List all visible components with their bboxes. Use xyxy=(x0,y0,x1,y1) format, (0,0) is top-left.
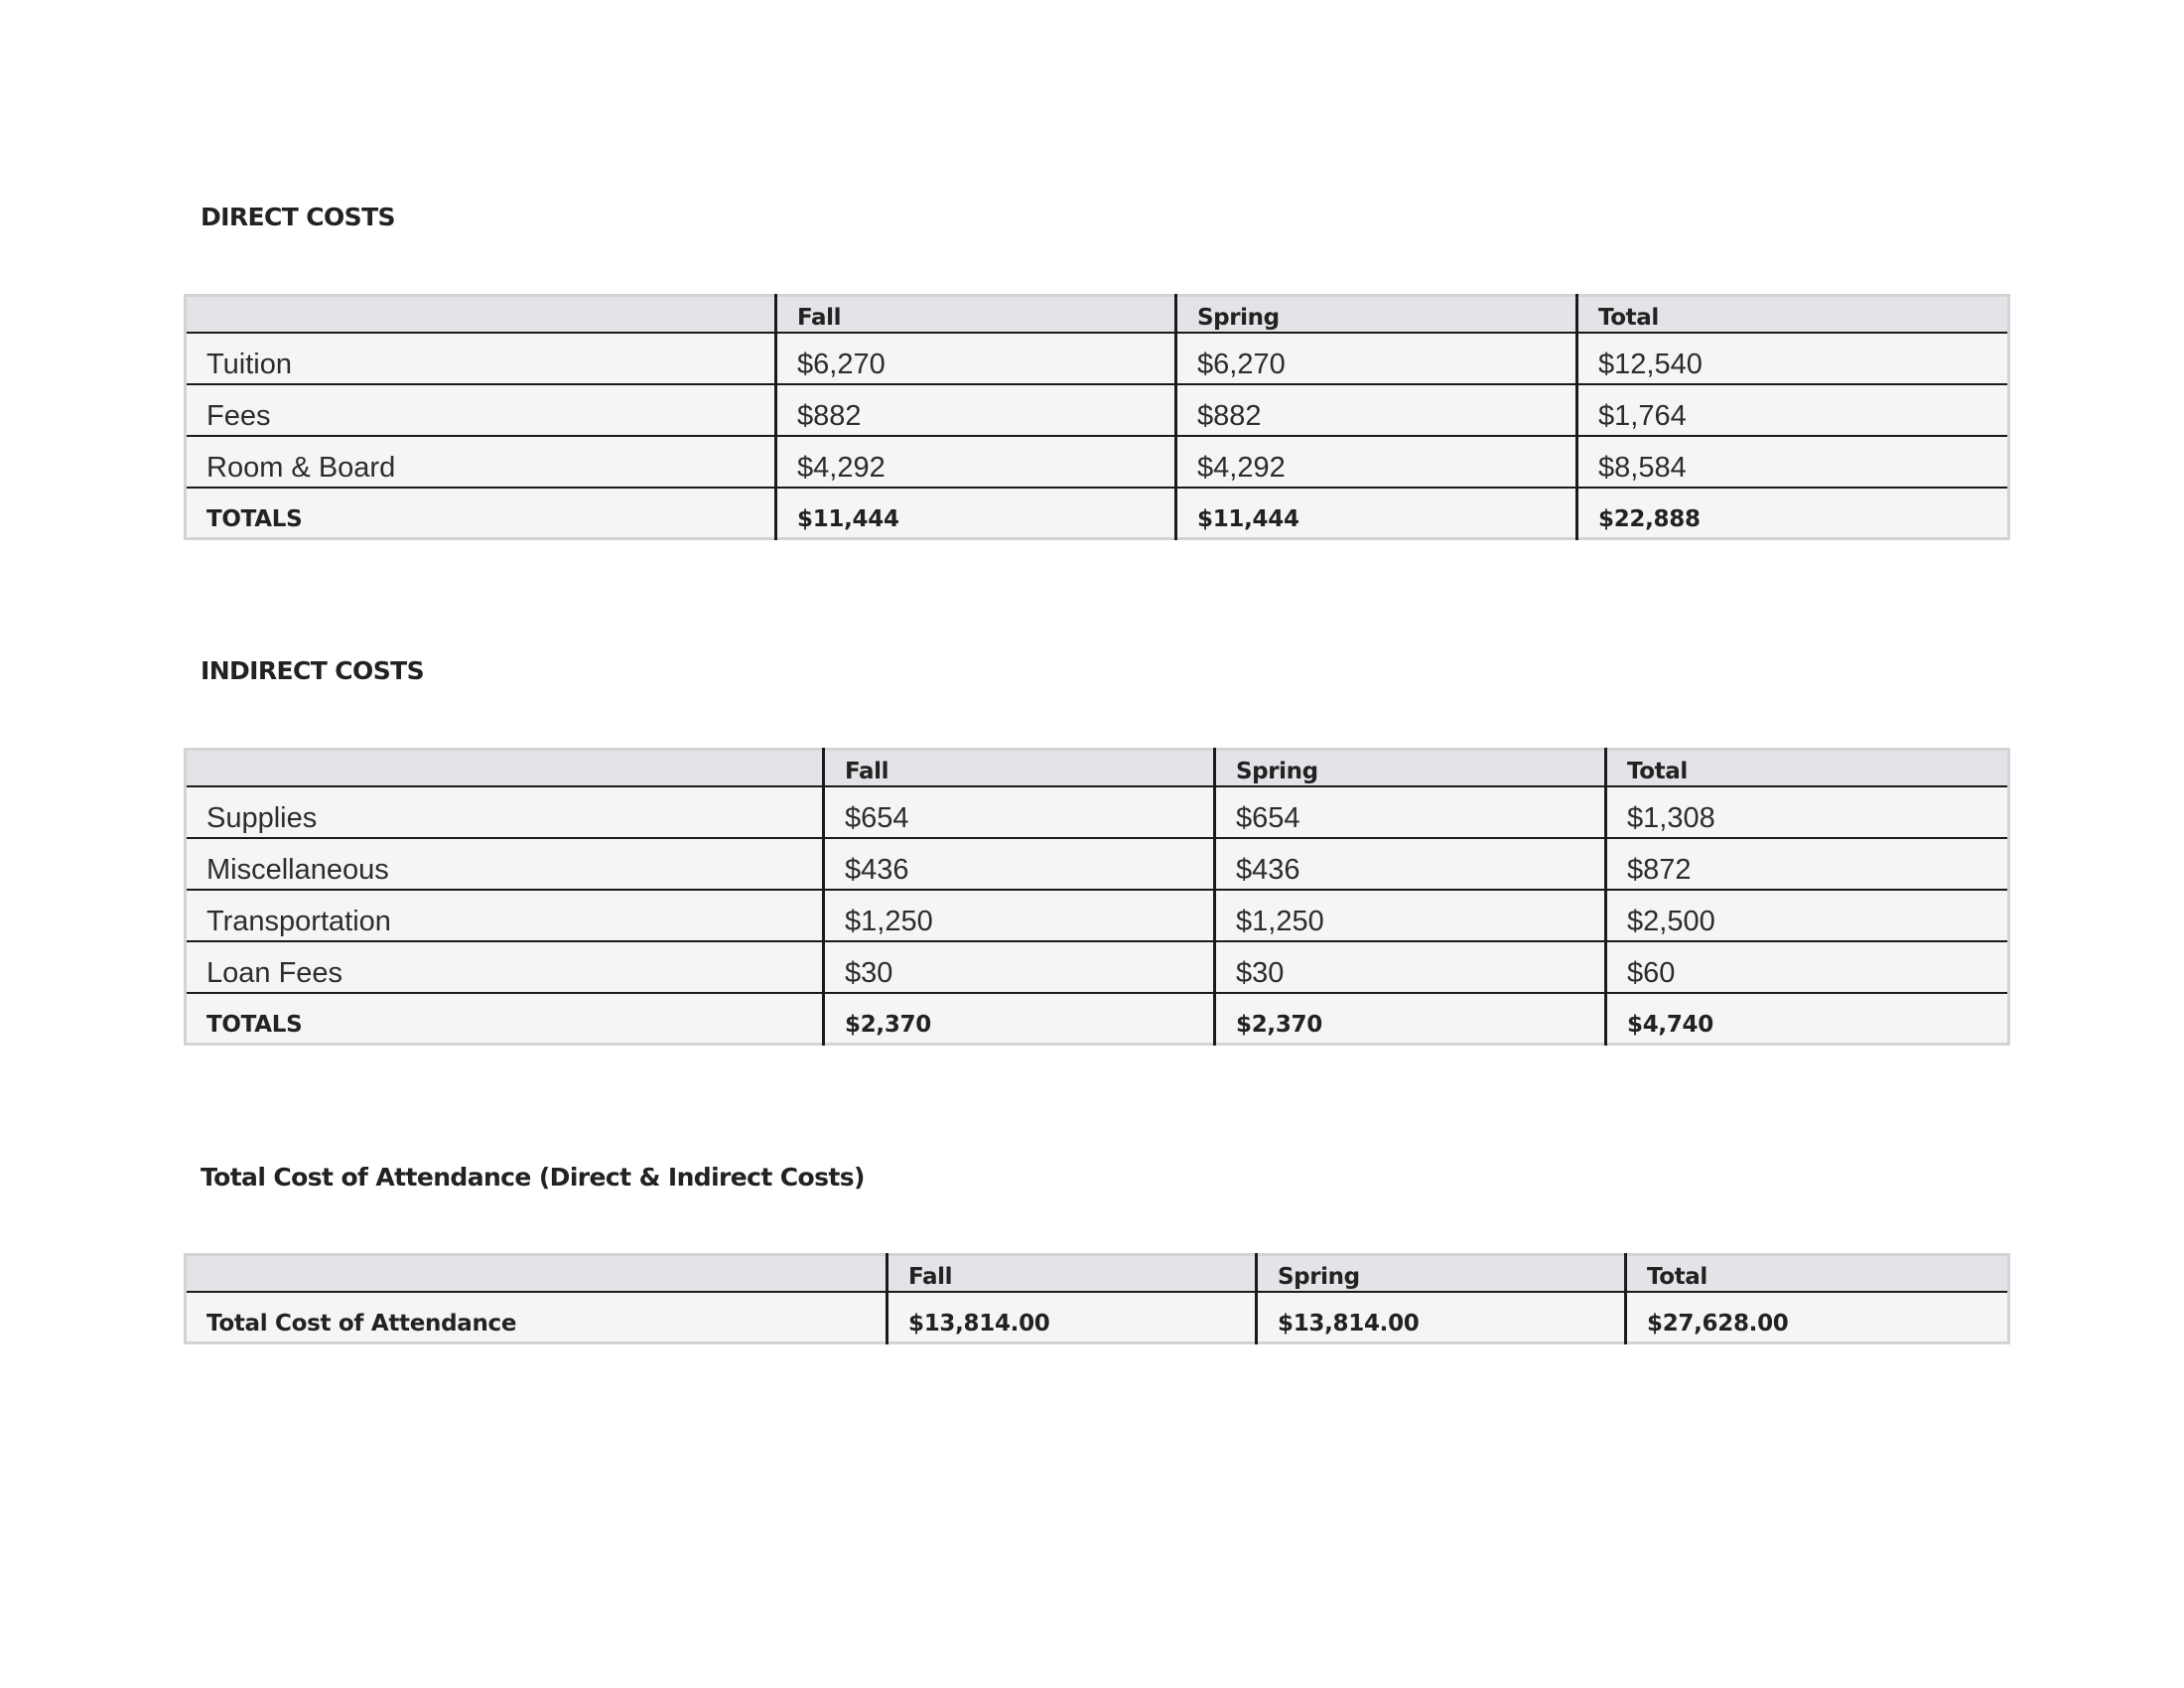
indirect-costs-table xyxy=(184,748,2010,1046)
totals-spring: $11,444 xyxy=(1176,488,1577,539)
header-spring: Spring xyxy=(1257,1255,1626,1292)
header-label-cell xyxy=(186,296,776,333)
row-label: Loan Fees xyxy=(186,941,824,993)
table-row xyxy=(186,786,2009,838)
header-fall: Fall xyxy=(824,750,1215,786)
table-row xyxy=(186,333,2009,384)
header-total: Total xyxy=(1606,750,2009,786)
table-row xyxy=(186,838,2009,890)
totals-label: TOTALS xyxy=(206,1012,303,1038)
spring-value: $654 xyxy=(1215,786,1606,838)
fall-value: $882 xyxy=(776,384,1176,436)
totals-fall: $2,370 xyxy=(824,993,1215,1045)
direct-costs-table xyxy=(184,294,2010,540)
spring-value: $6,270 xyxy=(1176,333,1577,384)
row-label: Transportation xyxy=(186,890,824,941)
header-label-cell xyxy=(186,1255,887,1292)
total-value: $12,540 xyxy=(1577,333,2009,384)
totals-total: $4,740 xyxy=(1606,993,2009,1045)
total-cost-label: Total Cost of Attendance xyxy=(206,1311,517,1336)
totals-row xyxy=(186,488,2009,539)
total-cost-title: Total Cost of Attendance (Direct & Indirect Costs) xyxy=(201,1163,865,1192)
totals-total: $22,888 xyxy=(1577,488,2009,539)
total-cost-spring: $13,814.00 xyxy=(1257,1292,1626,1343)
total-cost-row xyxy=(186,1292,2009,1343)
fall-value: $436 xyxy=(824,838,1215,890)
direct-costs-title: DIRECT COSTS xyxy=(201,203,395,231)
spring-value: $882 xyxy=(1176,384,1577,436)
fall-value: $4,292 xyxy=(776,436,1176,488)
total-value: $2,500 xyxy=(1606,890,2009,941)
totals-fall: $11,444 xyxy=(776,488,1176,539)
total-value: $8,584 xyxy=(1577,436,2009,488)
table-row xyxy=(186,384,2009,436)
row-label: Fees xyxy=(186,384,776,436)
fall-value: $6,270 xyxy=(776,333,1176,384)
fall-value: $1,250 xyxy=(824,890,1215,941)
total-cost-fall: $13,814.00 xyxy=(887,1292,1257,1343)
row-label: Miscellaneous xyxy=(186,838,824,890)
row-label: Supplies xyxy=(186,786,824,838)
total-value: $1,764 xyxy=(1577,384,2009,436)
totals-label: TOTALS xyxy=(206,506,303,532)
table-header-row xyxy=(186,1255,2009,1292)
fall-value: $654 xyxy=(824,786,1215,838)
header-spring: Spring xyxy=(1215,750,1606,786)
header-fall: Fall xyxy=(776,296,1176,333)
table-row xyxy=(186,436,2009,488)
header-spring: Spring xyxy=(1176,296,1577,333)
total-cost-table xyxy=(184,1253,2010,1344)
row-label: Tuition xyxy=(186,333,776,384)
header-fall: Fall xyxy=(887,1255,1257,1292)
table-header-row xyxy=(186,296,2009,333)
spring-value: $4,292 xyxy=(1176,436,1577,488)
header-label-cell xyxy=(186,750,824,786)
totals-spring: $2,370 xyxy=(1215,993,1606,1045)
total-value: $60 xyxy=(1606,941,2009,993)
table-header-row xyxy=(186,750,2009,786)
table-row xyxy=(186,890,2009,941)
spring-value: $30 xyxy=(1215,941,1606,993)
total-value: $1,308 xyxy=(1606,786,2009,838)
row-label: Room & Board xyxy=(186,436,776,488)
total-value: $872 xyxy=(1606,838,2009,890)
fall-value: $30 xyxy=(824,941,1215,993)
totals-row xyxy=(186,993,2009,1045)
indirect-costs-title: INDIRECT COSTS xyxy=(201,656,424,685)
header-total: Total xyxy=(1577,296,2009,333)
header-total: Total xyxy=(1626,1255,2009,1292)
total-cost-total: $27,628.00 xyxy=(1626,1292,2009,1343)
table-row xyxy=(186,941,2009,993)
spring-value: $1,250 xyxy=(1215,890,1606,941)
spring-value: $436 xyxy=(1215,838,1606,890)
